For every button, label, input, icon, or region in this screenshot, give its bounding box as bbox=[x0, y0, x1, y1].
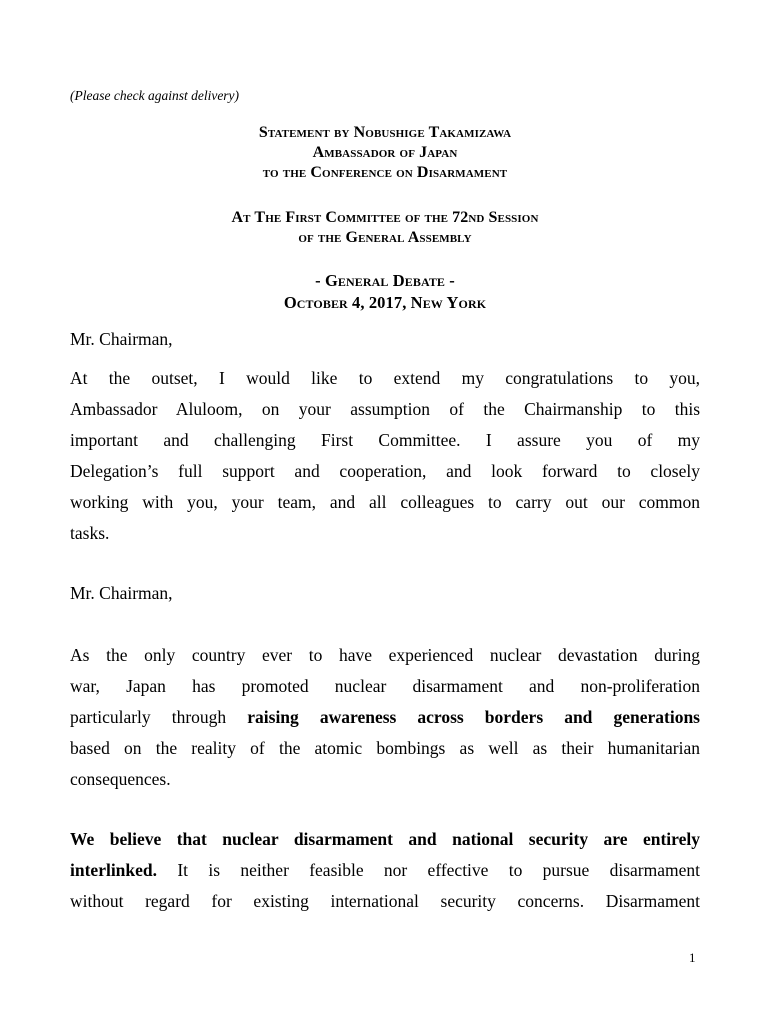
statement-title bbox=[0, 123, 770, 183]
title-line-speaker: Statement by Nobushige Takamizawa bbox=[258, 124, 512, 141]
paragraph-line: without regard for existing international security concerns. Disarmament bbox=[70, 891, 700, 911]
paragraph-line: based on the reality of the atomic bombings as well as their humanitarian bbox=[70, 738, 700, 758]
salutation-second: Mr. Chairman, bbox=[70, 583, 173, 603]
title-line-conference: to the Conference on Disarmament bbox=[262, 164, 508, 181]
title-line-date-place: October 4, 2017, New York bbox=[283, 293, 487, 312]
paragraph-line: Ambassador Aluloom, on your assumption of the Chairmanship to this bbox=[70, 399, 700, 419]
paragraph-line: important and challenging First Committee. I assure you of my bbox=[70, 430, 700, 450]
title-line-committee: At The First Committee of the 72nd Session bbox=[231, 209, 539, 226]
plain-text: particularly through bbox=[70, 707, 227, 727]
paragraph-line: consequences. bbox=[70, 769, 171, 789]
debate-title bbox=[0, 270, 770, 314]
salutation-first: Mr. Chairman, bbox=[70, 329, 173, 349]
title-line-debate: - General Debate - bbox=[315, 271, 455, 290]
title-line-assembly: of the General Assembly bbox=[298, 229, 472, 246]
paragraph-japan-position bbox=[70, 640, 700, 795]
page-number: 1 bbox=[689, 950, 696, 965]
delivery-note: (Please check against delivery) bbox=[70, 88, 240, 103]
paragraph-line: tasks. bbox=[70, 523, 110, 543]
paragraph-congratulations bbox=[70, 363, 700, 549]
paragraph-line bbox=[70, 702, 700, 733]
session-title bbox=[0, 208, 770, 248]
paragraph-line: Delegation’s full support and cooperation, and look forward to closely bbox=[70, 461, 700, 481]
emphasis-text: raising awareness across borders and generations bbox=[247, 707, 700, 727]
paragraph-line: working with you, your team, and all colleagues to carry out our common bbox=[70, 492, 700, 512]
paragraph-line: As the only country ever to have experienced nuclear devastation during bbox=[70, 645, 700, 665]
emphasis-text: interlinked. bbox=[70, 860, 158, 880]
paragraph-line-emphasis: We believe that nuclear disarmament and national security are entirely bbox=[70, 829, 700, 849]
paragraph-line bbox=[70, 855, 700, 886]
title-line-role: Ambassador of Japan bbox=[312, 144, 458, 161]
paragraph-security-link bbox=[70, 824, 700, 917]
plain-text: It is neither feasible nor effective to pursue disarmament bbox=[177, 860, 701, 880]
paragraph-line: war, Japan has promoted nuclear disarmament and non-proliferation bbox=[70, 676, 700, 696]
paragraph-line: At the outset, I would like to extend my congratulations to you, bbox=[70, 368, 700, 388]
